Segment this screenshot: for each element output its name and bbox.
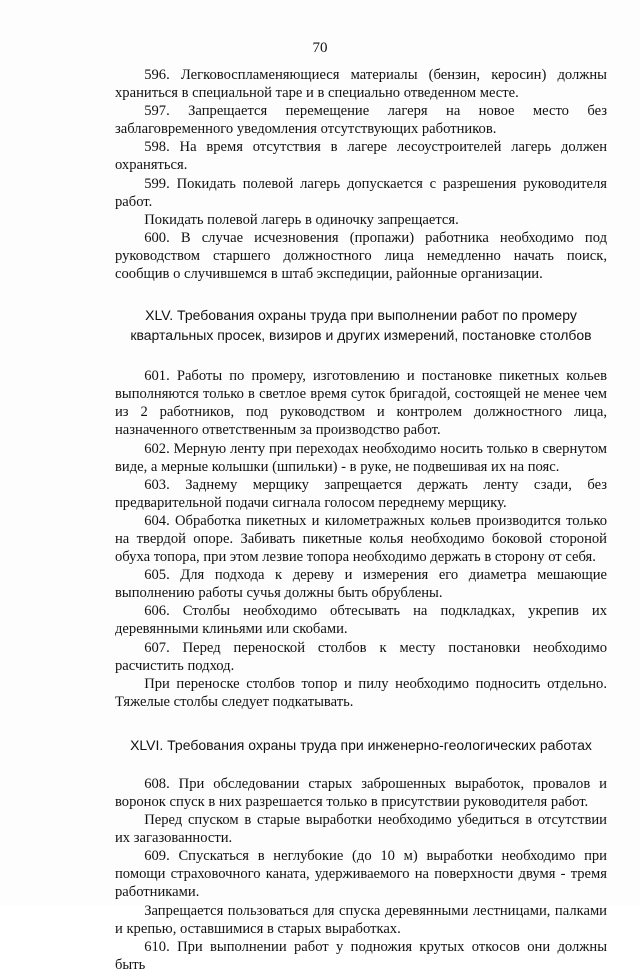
paragraph-607-cont: При переноске столбов топор и пилу необходимо подносить отдельно. Тяжелые столбы следует подкатывать. xyxy=(115,675,607,710)
paragraph-597: 597. Запрещается перемещение лагеря на новое место без заблаговременного уведомления отсутствующих работников. xyxy=(115,103,607,138)
paragraph-600: 600. В случае исчезновения (пропажи) работника необходимо под руководством старшего должностного лица немедленно начать поиск, сообщив о случившемся в штаб экспедиции, районные организации. xyxy=(115,229,607,283)
paragraph-609: 609. Спускаться в неглубокие (до 10 м) выработки необходимо при помощи страховочного каната, удерживаемого на поверхности двумя - тремя работниками. xyxy=(115,848,607,901)
paragraph-608-cont: Перед спуском в старые выработки необходимо убедиться в отсутствии их загазованности. xyxy=(115,812,607,847)
paragraph-598: 598. На время отсутствия в лагере лесоустроителей лагерь должен охраняться. xyxy=(115,139,607,174)
paragraph-604: 604. Обработка пикетных и километражных кольев производится только на твердой опоре. Забивать пикетные колья необходимо боковой стороной обуха топора, при этом лезвие топора необходимо держать в сторону от себя. xyxy=(115,512,607,566)
paragraph-599-cont: Покидать полевой лагерь в одиночку запрещается. xyxy=(144,211,459,228)
page-number: 70 xyxy=(312,40,328,56)
paragraph-609-cont: Запрещается пользоваться для спуска деревянными лестницами, палками и крепью, оставшимися в старых выработках. xyxy=(115,902,607,937)
paragraph-607: 607. Перед переноской столбов к месту постановки необходимо расчистить подход. xyxy=(115,639,607,674)
paragraph-606: 606. Столбы необходимо обтесывать на подкладках, укрепив их деревянными клиньями или скобами. xyxy=(115,603,607,638)
paragraph-608: 608. При обследовании старых заброшенных выработок, провалов и воронок спуск в них разрешается только в присутствии руководителя работ. xyxy=(115,775,607,810)
paragraph-610: 610. При выполнении работ у подножия крутых откосов они должны быть xyxy=(115,938,607,973)
paragraph-599: 599. Покидать полевой лагерь допускается с разрешения руководителя работ. xyxy=(115,175,607,210)
paragraph-601: 601. Работы по промеру, изготовлению и постановке пикетных кольев выполняются только в светлое время суток бригадой, состоящей не менее чем из 2 работников, под руководством и контролем должностного лица, назначенного ответственным за производство работ. xyxy=(115,368,607,439)
document-body xyxy=(115,66,607,974)
paragraph-605: 605. Для подхода к дереву и измерения его диаметра мешающие выполнению работы сучья должны быть обрублены. xyxy=(115,567,607,602)
section-heading-xlvi: XLVI. Требования охраны труда при инженерно-геологических работах xyxy=(130,736,592,753)
section-heading-xlv: XLV. Требования охраны труда при выполнении работ по промеру квартальных просек, визиров и других измерений, постановке столбов xyxy=(130,307,592,344)
paragraph-596: 596. Легковоспламеняющиеся материалы (бензин, керосин) должны храниться в специальной таре и в специально отведенном месте. xyxy=(115,67,607,102)
paragraph-602: 602. Мерную ленту при переходах необходимо носить только в свернутом виде, а мерные колышки (шпильки) - в руке, не подвешивая их на пояс. xyxy=(115,440,607,475)
paragraph-603: 603. Заднему мерщику запрещается держать ленту сзади, без предварительной подачи сигнала голосом переднему мерщику. xyxy=(115,476,607,511)
